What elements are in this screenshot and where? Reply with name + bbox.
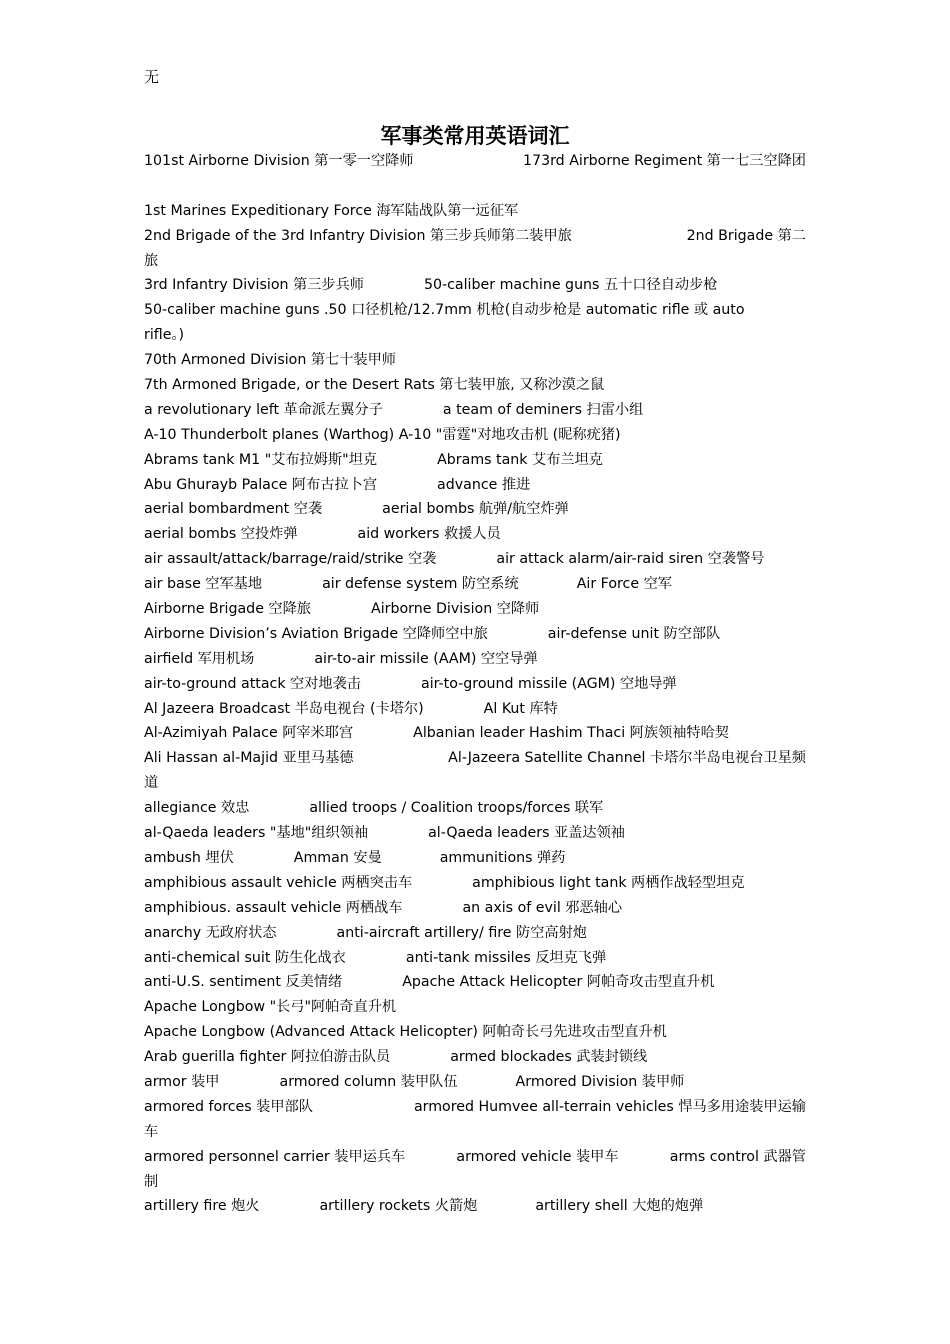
vocab-line (144, 721, 806, 746)
vocab-line (144, 199, 806, 224)
vocab-line (144, 273, 806, 298)
vocab-entry: armored forces 装甲部队 (144, 1098, 313, 1115)
vocab-entry: 7th Armoned Brigade, or the Desert Rats 第七装甲旅, 又称沙漠之鼠 (144, 377, 605, 394)
vocab-line (144, 746, 806, 771)
vocab-entry: 101st Airborne Division 第一零一空降师 (144, 153, 414, 169)
vocab-entry: Abrams tank 艾布兰坦克 (437, 451, 603, 468)
vocab-line (144, 995, 806, 1020)
vocab-entry: A-10 Thunderbolt planes (Warthog) A-10 "雷霆"对地攻击机 (昵称疣猪) (144, 426, 621, 443)
vocab-entry: armored Humvee all-terrain vehicles 悍马多用途装甲运输 (413, 1098, 806, 1115)
vocab-entry: ambush 埋伏 (144, 849, 234, 866)
vocabulary-list (144, 149, 806, 1219)
vocab-entry: air defense system 防空系统 (322, 576, 519, 593)
vocab-entry: Air Force 空军 (576, 576, 672, 593)
vocab-entry: Apache Longbow "长弓"阿帕奇直升机 (144, 999, 397, 1016)
vocab-entry: aerial bombardment 空袭 (144, 501, 323, 518)
vocab-entry: armored vehicle 装甲车 (456, 1148, 619, 1165)
vocab-line (144, 821, 806, 846)
vocab-entry: anti-chemical suit 防生化战衣 (144, 949, 346, 966)
vocab-entry: Apache Attack Helicopter 阿帕奇攻击型直升机 (402, 974, 715, 991)
vocab-entry: a team of deminers 扫雷小组 (442, 401, 644, 418)
vocab-entry: air assault/attack/barrage/raid/strike 空袭 (144, 551, 437, 568)
vocab-entry: aerial bombs 空投炸弹 (144, 526, 298, 543)
vocab-entry: artillery rockets 火箭炮 (319, 1198, 478, 1215)
vocab-entry: Airborne Division’s Aviation Brigade 空降师空中旅 (144, 625, 488, 642)
vocab-entry: aerial bombs 航弹/航空炸弹 (382, 501, 569, 518)
vocab-entry: artillery fire 炮火 (144, 1198, 260, 1215)
vocab-entry: Airborne Brigade 空降旅 (144, 601, 311, 618)
vocab-entry: anti-tank missiles 反坦克飞弹 (405, 949, 607, 966)
vocab-entry: Apache Longbow (Advanced Attack Helicopter) 阿帕奇长弓先进攻击型直升机 (144, 1024, 667, 1041)
vocab-entry: aid workers 救援人员 (357, 526, 501, 543)
vocab-line (144, 1145, 806, 1170)
vocab-line (144, 373, 806, 398)
vocab-entry: armed blockades 武装封锁线 (450, 1049, 648, 1066)
vocab-line (144, 149, 806, 174)
vocab-entry: 2nd Brigade 第二 (686, 227, 806, 244)
vocab-line (144, 970, 806, 995)
vocab-entry: air-to-ground missile (AGM) 空地导弹 (421, 675, 677, 692)
vocab-entry: Abu Ghurayb Palace 阿布古拉卜宫 (144, 476, 378, 493)
vocab-line (144, 647, 806, 672)
vocab-line (144, 672, 806, 697)
vocab-entry: Al Jazeera Broadcast 半岛电视台 (卡塔尔) (144, 700, 424, 717)
vocab-entry: Airborne Division 空降师 (371, 601, 540, 618)
header-note: 无 (144, 68, 160, 86)
vocab-line (144, 1170, 806, 1195)
vocab-entry: Ali Hassan al-Majid 亚里马基德 (144, 750, 354, 767)
page-title: 军事类常用英语词汇 (380, 124, 570, 148)
vocab-line (144, 946, 806, 971)
vocab-line (144, 323, 806, 348)
vocab-entry: Al-Azimiyah Palace 阿宰米耶宫 (144, 725, 354, 742)
vocab-entry: al-Qaeda leaders "基地"组织领袖 (144, 825, 369, 842)
vocab-line (144, 597, 806, 622)
vocab-entry: 旅 (144, 252, 159, 269)
vocab-line (144, 473, 806, 498)
vocab-entry: advance 推进 (437, 476, 531, 493)
vocab-line (144, 448, 806, 473)
vocab-entry: Al Kut 库特 (483, 700, 558, 717)
vocab-line (144, 423, 806, 448)
vocab-line (144, 1194, 806, 1219)
vocab-entry: 2nd Brigade of the 3rd Infantry Division 第三步兵师第二装甲旅 (144, 227, 572, 244)
vocab-line (144, 398, 806, 423)
vocab-entry: al-Qaeda leaders 亚盖达领袖 (428, 825, 625, 842)
vocab-entry: air-to-air missile (AAM) 空空导弹 (314, 650, 538, 667)
vocab-entry: air-defense unit 防空部队 (547, 625, 721, 642)
vocab-line (144, 1070, 806, 1095)
vocab-entry: an axis of evil 邪恶轴心 (462, 899, 623, 916)
vocab-line (144, 224, 806, 249)
vocab-line (144, 622, 806, 647)
vocab-entry: Al-Jazeera Satellite Channel 卡塔尔半岛电视台卫星频 (448, 750, 806, 767)
vocab-line (144, 348, 806, 373)
vocab-line (144, 1045, 806, 1070)
vocab-line (144, 871, 806, 896)
vocab-entry: air base 空军基地 (144, 576, 263, 593)
vocab-entry: Arab guerilla fighter 阿拉伯游击队员 (144, 1049, 391, 1066)
vocab-line (144, 298, 806, 323)
vocab-line (144, 547, 806, 572)
vocab-entry: 50-caliber machine guns .50 口径机枪/12.7mm 机枪(自动步枪是 automatic rifle 或 auto (144, 302, 745, 319)
vocab-entry: anti-U.S. sentiment 反美情绪 (144, 974, 343, 991)
vocab-line (144, 497, 806, 522)
vocab-entry: anti-aircraft artillery/ fire 防空高射炮 (336, 924, 587, 941)
vocab-line (144, 1120, 806, 1145)
vocab-line (144, 249, 806, 274)
vocab-entry: artillery shell 大炮的炮弹 (535, 1198, 704, 1215)
vocab-entry: Albanian leader Hashim Thaci 阿族领袖特哈契 (413, 725, 729, 742)
vocab-entry: anarchy 无政府状态 (144, 924, 277, 941)
vocab-line (144, 522, 806, 547)
vocab-entry: 173rd Airborne Regiment 第一七三空降团 (523, 153, 806, 169)
vocab-line (144, 846, 806, 871)
blank-line (144, 174, 806, 199)
vocab-entry: 70th Armoned Division 第七十装甲师 (144, 352, 396, 369)
vocab-entry: amphibious. assault vehicle 两栖战车 (144, 899, 403, 916)
vocab-entry: armored column 装甲队伍 (279, 1073, 458, 1090)
vocab-entry: a revolutionary left 革命派左翼分子 (144, 401, 383, 418)
vocab-line (144, 697, 806, 722)
vocab-entry: Amman 安曼 (293, 849, 382, 866)
vocab-entry: 50-caliber machine guns 五十口径自动步枪 (423, 277, 718, 294)
vocab-entry: arms control 武器管 (669, 1148, 806, 1165)
vocab-line (144, 572, 806, 597)
vocab-entry: armor 装甲 (144, 1073, 220, 1090)
vocab-entry: amphibious light tank 两栖作战轻型坦克 (472, 874, 745, 891)
vocab-entry: 车 (144, 1123, 159, 1140)
vocab-entry: 制 (144, 1173, 159, 1190)
vocab-line (144, 796, 806, 821)
vocab-entry: Armored Division 装甲师 (515, 1073, 685, 1090)
vocab-entry: rifle。) (144, 327, 185, 344)
vocab-line (144, 921, 806, 946)
vocab-entry: air-to-ground attack 空对地袭击 (144, 675, 361, 692)
vocab-entry: armored personnel carrier 装甲运兵车 (144, 1148, 406, 1165)
vocab-entry: Abrams tank M1 "艾布拉姆斯"坦克 (144, 451, 378, 468)
vocab-entry: 道 (144, 775, 159, 792)
vocab-entry: allegiance 效忠 (144, 800, 250, 817)
vocab-line (144, 896, 806, 921)
vocab-line (144, 1095, 806, 1120)
vocab-entry: amphibious assault vehicle 两栖突击车 (144, 874, 413, 891)
vocab-line (144, 1020, 806, 1045)
vocab-entry: 1st Marines Expeditionary Force 海军陆战队第一远征军 (144, 202, 519, 219)
vocab-entry: allied troops / Coalition troops/forces 联军 (309, 800, 604, 817)
vocab-entry: airfield 军用机场 (144, 650, 255, 667)
vocab-entry: 3rd Infantry Division 第三步兵师 (144, 277, 364, 294)
vocab-line (144, 771, 806, 796)
vocab-entry: air attack alarm/air-raid siren 空袭警号 (496, 551, 765, 568)
vocab-entry: ammunitions 弹药 (439, 849, 566, 866)
